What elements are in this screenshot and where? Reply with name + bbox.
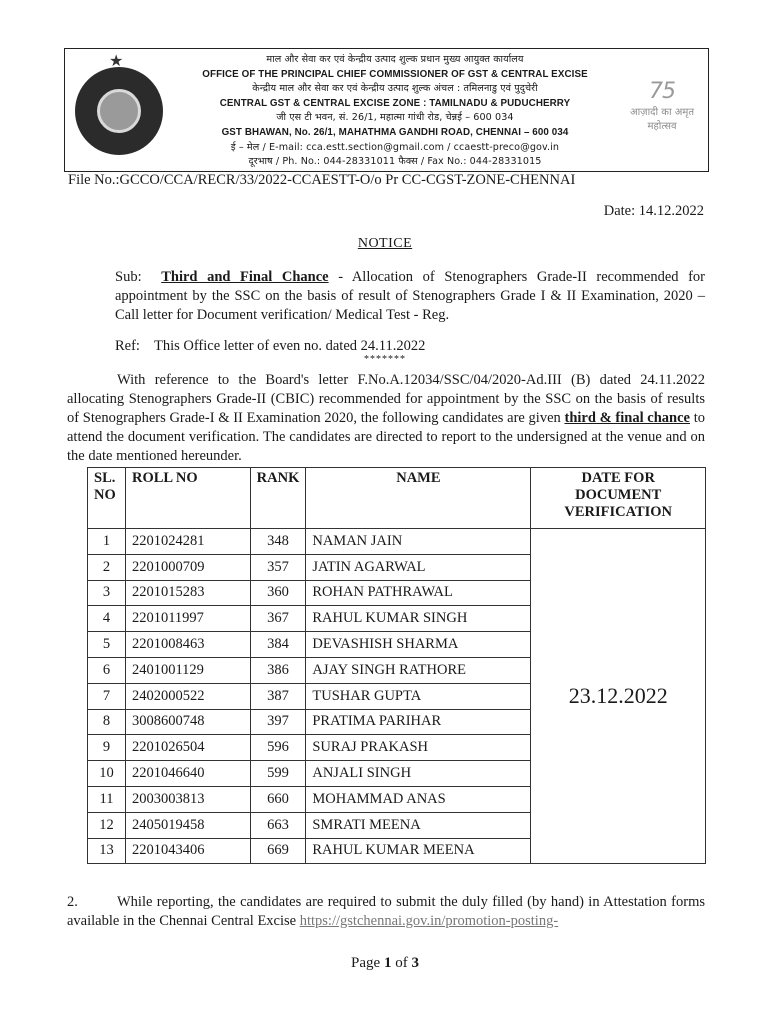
cell-name: MOHAMMAD ANAS bbox=[306, 786, 531, 812]
body-paragraph-2 bbox=[67, 893, 705, 931]
cell-sl-no: 7 bbox=[88, 683, 126, 709]
cell-rank: 660 bbox=[250, 786, 306, 812]
cell-sl-no: 10 bbox=[88, 761, 126, 787]
cell-name: SURAJ PRAKASH bbox=[306, 735, 531, 761]
cell-roll-no: 2201043406 bbox=[125, 838, 250, 864]
cell-name: SMRATI MEENA bbox=[306, 812, 531, 838]
header-name: NAME bbox=[306, 468, 531, 529]
cell-sl-no: 13 bbox=[88, 838, 126, 864]
cell-roll-no: 2201000709 bbox=[125, 554, 250, 580]
header-rank: RANK bbox=[250, 468, 306, 529]
subject-highlight: Third and Final Chance bbox=[161, 269, 329, 285]
header-roll-no: ROLL NO bbox=[125, 468, 250, 529]
azadi-logo-text: आज़ादी का अमृत महोत्सव bbox=[629, 107, 695, 132]
attestation-forms-link[interactable]: https://gstchennai.gov.in/promotion-posting- bbox=[299, 913, 559, 929]
cell-rank: 357 bbox=[250, 554, 306, 580]
cell-name: PRATIMA PARIHAR bbox=[306, 709, 531, 735]
cell-rank: 387 bbox=[250, 683, 306, 709]
cell-roll-no: 2201008463 bbox=[125, 632, 250, 658]
cell-rank: 360 bbox=[250, 580, 306, 606]
body1-part1: With reference to the Board's letter F.No.A.12034/SSC/04/2020-Ad.III (B) dated 24.11.2022 allocating Stenographers Grade-II (CBIC) recommended for appointment by the SSC on the basis of results of Stenographers Grade-I & II Examination 2020, the following candidates are given bbox=[67, 372, 705, 426]
cell-name: ANJALI SINGH bbox=[306, 761, 531, 787]
file-number: File No.:GCCO/CCA/RECR/33/2022-CCAESTT-O/o Pr CC-CGST-ZONE-CHENNAI bbox=[68, 172, 576, 188]
cell-sl-no: 11 bbox=[88, 786, 126, 812]
azadi-ka-amrit-mahotsav-logo bbox=[622, 79, 702, 139]
cell-rank: 397 bbox=[250, 709, 306, 735]
cell-roll-no: 2201011997 bbox=[125, 606, 250, 632]
cell-name: NAMAN JAIN bbox=[306, 529, 531, 555]
para2-number: 2. bbox=[67, 894, 78, 910]
cell-roll-no: 2401001129 bbox=[125, 657, 250, 683]
cell-sl-no: 1 bbox=[88, 529, 126, 555]
letterhead-line-2: OFFICE OF THE PRINCIPAL CHIEF COMMISSIONER OF GST & CENTRAL EXCISE bbox=[202, 68, 588, 80]
cell-roll-no: 2201026504 bbox=[125, 735, 250, 761]
cell-sl-no: 12 bbox=[88, 812, 126, 838]
letterhead-line-4: CENTRAL GST & CENTRAL EXCISE ZONE : TAMILNADU & PUDUCHERRY bbox=[219, 97, 571, 109]
page-footer bbox=[0, 955, 770, 972]
cell-sl-no: 4 bbox=[88, 606, 126, 632]
letterhead-line-8: दूरभाष / Ph. No.: 044-28331011 फैक्स / Fax No.: 044-28331015 bbox=[248, 156, 542, 168]
cell-name: JATIN AGARWAL bbox=[306, 554, 531, 580]
letterhead-line-1: माल और सेवा कर एवं केन्द्रीय उत्पाद शुल्क प्रधान मुख्य आयुक्त कार्यालय bbox=[266, 54, 524, 65]
cell-roll-no: 2201046640 bbox=[125, 761, 250, 787]
star-icon: ★ bbox=[109, 53, 124, 70]
cell-sl-no: 3 bbox=[88, 580, 126, 606]
cell-name: TUSHAR GUPTA bbox=[306, 683, 531, 709]
cell-rank: 669 bbox=[250, 838, 306, 864]
body1-emphasis: third & final chance bbox=[564, 410, 690, 426]
cell-name: DEVASHISH SHARMA bbox=[306, 632, 531, 658]
reference-label: Ref: bbox=[115, 338, 140, 354]
cell-name: ROHAN PATHRAWAL bbox=[306, 580, 531, 606]
cell-name: AJAY SINGH RATHORE bbox=[306, 657, 531, 683]
cell-rank: 384 bbox=[250, 632, 306, 658]
cell-roll-no: 2402000522 bbox=[125, 683, 250, 709]
body1-part2: to attend the document verification. The candidates are directed to report to the undersigned at the venue and on the date mentioned hereunder. bbox=[67, 410, 705, 464]
cell-rank: 367 bbox=[250, 606, 306, 632]
subject-label: Sub: bbox=[115, 269, 142, 285]
cell-rank: 663 bbox=[250, 812, 306, 838]
cell-roll-no: 2405019458 bbox=[125, 812, 250, 838]
separator-stars: ******* bbox=[364, 354, 406, 365]
header-date-for-verification: DATE FOR DOCUMENT VERIFICATION bbox=[531, 468, 706, 529]
reference-text: This Office letter of even no. dated 24.11.2022 bbox=[153, 338, 426, 354]
cell-roll-no: 3008600748 bbox=[125, 709, 250, 735]
body-paragraph-1 bbox=[67, 371, 705, 466]
cell-roll-no: 2003003813 bbox=[125, 786, 250, 812]
footer-prefix: Page bbox=[351, 955, 384, 971]
document-date: Date: 14.12.2022 bbox=[603, 203, 704, 219]
cell-name: RAHUL KUMAR MEENA bbox=[306, 838, 531, 864]
subject-text: - Allocation of Stenographers Grade-II recommended for appointment by the SSC on the basis of result of Stenographers Grade I & II Examination, 2020 – Call letter for Document verification/ Medical Test - Reg. bbox=[115, 269, 706, 323]
cell-rank: 599 bbox=[250, 761, 306, 787]
cell-sl-no: 5 bbox=[88, 632, 126, 658]
letterhead-line-3: केन्द्रीय माल और सेवा कर एवं केन्द्रीय उत्पाद शुल्क अंचल : तमिलनाडु एवं पुदुचेरी bbox=[252, 83, 538, 95]
cell-sl-no: 2 bbox=[88, 554, 126, 580]
header-sl-no: SL. NO bbox=[88, 468, 126, 529]
cell-roll-no: 2201015283 bbox=[125, 580, 250, 606]
cell-name: RAHUL KUMAR SINGH bbox=[306, 606, 531, 632]
table-header-row bbox=[88, 468, 706, 529]
cell-rank: 348 bbox=[250, 529, 306, 555]
cell-rank: 386 bbox=[250, 657, 306, 683]
para2-text: While reporting, the candidates are required to submit the duly filled (by hand) in Attestation forms available in the Chennai Central Excise bbox=[67, 894, 705, 929]
notice-title: NOTICE bbox=[357, 236, 413, 251]
cbic-emblem-icon bbox=[75, 67, 163, 155]
cell-sl-no: 6 bbox=[88, 657, 126, 683]
footer-mid: of bbox=[391, 955, 412, 971]
table-row bbox=[88, 529, 706, 555]
cell-sl-no: 9 bbox=[88, 735, 126, 761]
subject-paragraph bbox=[115, 268, 705, 325]
footer-total-pages: 3 bbox=[411, 955, 419, 971]
cell-rank: 596 bbox=[250, 735, 306, 761]
letterhead-text bbox=[165, 53, 625, 170]
azadi-75-icon: 75 bbox=[649, 79, 675, 104]
letterhead-line-5: जी एस टी भवन, सं. 26/1, महात्मा गांधी रोड, चेन्नई – 600 034 bbox=[276, 112, 514, 124]
candidates-table bbox=[87, 467, 706, 864]
footer-page-number: 1 bbox=[383, 955, 392, 971]
cell-sl-no: 8 bbox=[88, 709, 126, 735]
letterhead-line-7: ई – मेल / E-mail: cca.estt.section@gmail.com / ccaestt-preco@gov.in bbox=[230, 141, 560, 153]
cell-roll-no: 2201024281 bbox=[125, 529, 250, 555]
letterhead-line-6: GST BHAWAN, No. 26/1, MAHATHMA GANDHI ROAD, CHENNAI – 600 034 bbox=[221, 126, 569, 138]
cell-verification-date: 23.12.2022 bbox=[531, 529, 706, 864]
letterhead bbox=[64, 48, 709, 172]
